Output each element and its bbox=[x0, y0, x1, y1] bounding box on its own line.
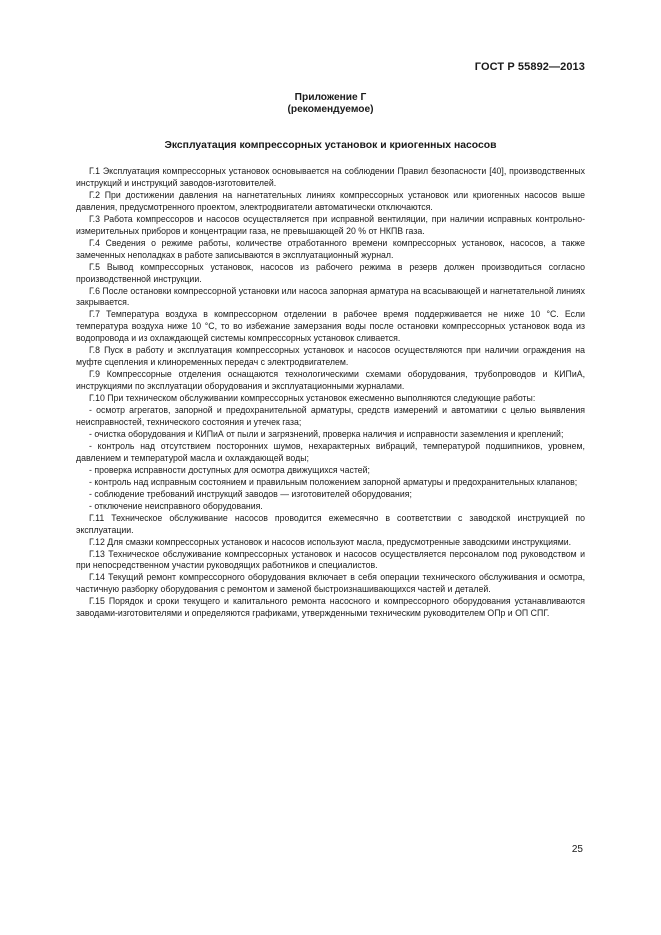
paragraph-g7: Г.7 Температура воздуха в компрессорном отделении в рабочее время поддерживается не ниже 10 °С. Если температура воздуха ниже 10 °С, то во избежание замерзания воды после остановки компрессорных установок вода из водопровода и из охлаждающей системы компрессорных установок сливается. bbox=[76, 309, 585, 344]
list-item: - очистка оборудования и КИПиА от пыли и загрязнений, проверка наличия и исправности заземления и креплений; bbox=[89, 428, 564, 439]
list-item: - осмотр агрегатов, запорной и предохранительной арматуры, средств измерений и автоматики с целью выявления неисправностей, технического состояния и утечек газа; bbox=[76, 405, 585, 428]
paragraph-g11: Г.11 Техническое обслуживание насосов проводится ежемесячно в соответствии с заводской инструкцией по эксплуатации. bbox=[76, 512, 585, 535]
paragraph-g4: Г.4 Сведения о режиме работы, количестве отработанного времени компрессорных установок, насосов, а также замеченных неполадках в работе записываются в эксплуатационный журнал. bbox=[76, 237, 585, 260]
annex-subtitle: (рекомендуемое) bbox=[287, 104, 374, 115]
section-title: Эксплуатация компрессорных установок и криогенных насосов bbox=[164, 140, 497, 151]
list-item: - соблюдение требований инструкций заводов — изготовителей оборудования; bbox=[89, 488, 412, 499]
paragraph-g14: Г.14 Текущий ремонт компрессорного оборудования включает в себя операции технического обслуживания и осмотра, частичную разборку оборудования с ремонтом и заменой быстроизнашивающихся частей и деталей. bbox=[76, 572, 585, 595]
document-body bbox=[76, 166, 585, 620]
list-item: - контроль над отсутствием посторонних шумов, нехарактерных вибраций, температурой подшипников, уровнем, давлением и температурой масла и охлаждающей воды; bbox=[76, 440, 585, 463]
list-item: - проверка исправности доступных для осмотра движущихся частей; bbox=[89, 464, 370, 475]
paragraph-g5: Г.5 Вывод компрессорных установок, насосов из рабочего режима в резерв должен производиться согласно производственной инструкции. bbox=[76, 261, 585, 284]
paragraph-g10: Г.10 При техническом обслуживании компрессорных установок ежесменно выполняются следующие работы: bbox=[89, 393, 536, 404]
paragraph-g3: Г.3 Работа компрессоров и насосов осуществляется при исправной вентиляции, при наличии исправных контрольно-измерительных приборов и концентрации газа, не превышающей 20 % от НКПВ газа. bbox=[76, 213, 585, 236]
annex-title: Приложение Г bbox=[294, 92, 367, 103]
list-item: - отключение неисправного оборудования. bbox=[89, 500, 263, 511]
paragraph-g2: Г.2 При достижении давления на нагнетательных линиях компрессорных установок или криогенных насосов выше давления, предусмотренного проектом, электродвигатели автоматически отключаются. bbox=[76, 189, 585, 212]
list-item: - контроль над исправным состоянием и правильным положением запорной арматуры и предохранительных клапанов; bbox=[89, 476, 578, 487]
paragraph-g6: Г.6 После остановки компрессорной установки или насоса запорная арматура на всасывающей и нагнетательной линиях закрывается. bbox=[76, 285, 585, 308]
annex-heading bbox=[0, 92, 661, 116]
paragraph-g9: Г.9 Компрессорные отделения оснащаются технологическими схемами оборудования, трубопроводов и КИПиА, инструкциями по эксплуатации оборудования и эксплуатационными журналами. bbox=[76, 369, 585, 392]
paragraph-g15: Г.15 Порядок и сроки текущего и капитального ремонта насосного и компрессорного оборудования устанавливаются заводами-изготовителями и определяются графиками, утвержденными техническим руководителем ОПр и ОП СПГ. bbox=[76, 596, 585, 619]
paragraph-g8: Г.8 Пуск в работу и эксплуатация компрессорных установок и насосов осуществляются при наличии ограждения на муфте сцепления и клиноременных передач с электродвигателем. bbox=[76, 345, 585, 368]
paragraph-g1: Г.1 Эксплуатация компрессорных установок основывается на соблюдении Правил безопасности [40], производственных инструкций и инструкций заводов-изготовителей. bbox=[76, 166, 585, 188]
document-code: ГОСТ Р 55892—2013 bbox=[474, 61, 585, 73]
paragraph-g12: Г.12 Для смазки компрессорных установок и насосов используют масла, предусмотренные заводскими инструкциями. bbox=[89, 536, 572, 547]
page-number: 25 bbox=[571, 844, 583, 855]
paragraph-g13: Г.13 Техническое обслуживание компрессорных установок и насосов осуществляется персоналом под руководством и при непосредственном участии руководящих работников и специалистов. bbox=[76, 548, 585, 571]
